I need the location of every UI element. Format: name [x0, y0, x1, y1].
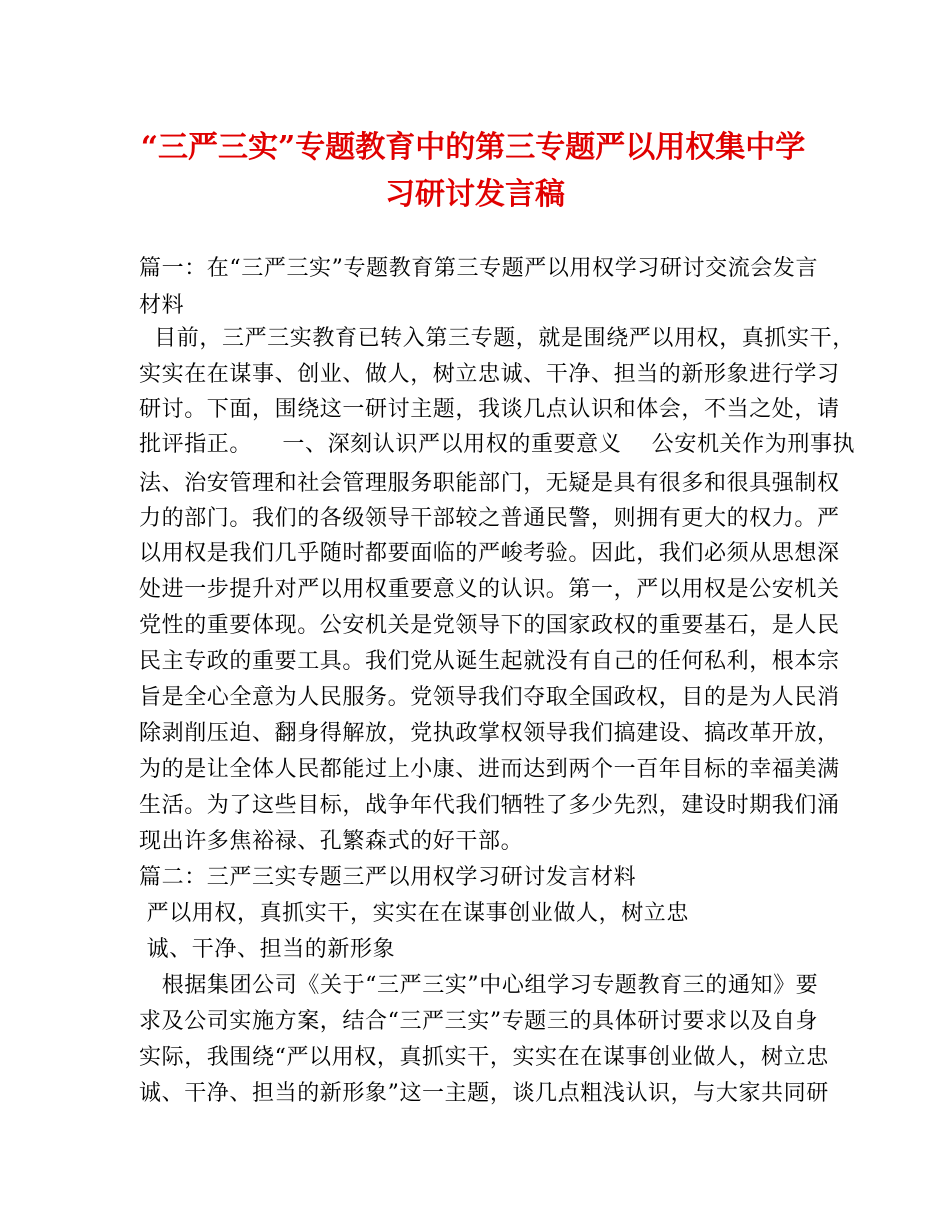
body-line: 研讨。下面，围绕这一研讨主题，我谈几点认识和体会，不当之处，请: [139, 397, 840, 422]
body-line: 求及公司实施方案，结合“三严三实”专题三的具体研讨要求以及自身: [139, 1009, 819, 1034]
body-line: 旨是全心全意为人民服务。党领导我们夺取全国政权，目的是为人民消: [139, 685, 840, 710]
body-line: 法、治安管理和社会管理服务职能部门，无疑是具有很多和很具强制权: [139, 471, 840, 496]
body-line: 材料: [139, 293, 185, 318]
body-line: 严以用权，真抓实干，实实在在谋事创业做人，树立忠: [139, 901, 689, 926]
body-line: 以用权是我们几乎随时都要面临的严峻考验。因此，我们必须从思想深: [139, 541, 840, 566]
document-title-line-2: 习研讨发言稿: [385, 177, 565, 212]
body-line: 根据集团公司《关于“三严三实”中心组学习专题教育三的通知》要: [139, 973, 819, 998]
body-line: 民主专政的重要工具。我们党从诞生起就没有自己的任何私利，根本宗: [139, 649, 840, 674]
body-line: 党性的重要体现。公安机关是党领导下的国家政权的重要基石，是人民: [139, 613, 840, 638]
body-line: 批评指正。 一、深刻认识严以用权的重要意义 公安机关作为刑事执: [139, 432, 856, 457]
body-line: 目前，三严三实教育已转入第三专题，就是围绕严以用权，真抓实干，: [139, 326, 855, 351]
body-line: 除剥削压迫、翻身得解放，党执政掌权领导我们搞建设、搞改革开放，: [139, 721, 840, 746]
body-line: 实际，我围绕“严以用权，真抓实干，实实在在谋事创业做人，树立忠: [139, 1045, 829, 1070]
body-line: 现出许多焦裕禄、孔繁森式的好干部。: [139, 829, 524, 854]
body-line: 诚、干净、担当的新形象”这一主题，谈几点粗浅认识，与大家共同研: [139, 1081, 829, 1106]
body-line: 实实在在谋事、创业、做人，树立忠诚、干净、担当的新形象进行学习: [139, 362, 840, 387]
body-line: 为的是让全体人民都能过上小康、进而达到两个一百年目标的幸福美满: [139, 757, 840, 782]
body-line: 力的部门。我们的各级领导干部较之普通民警，则拥有更大的权力。严: [139, 506, 840, 531]
body-line: 生活。为了这些目标，战争年代我们牺牲了多少先烈，建设时期我们涌: [139, 793, 840, 818]
body-line: 处进一步提升对严以用权重要意义的认识。第一，严以用权是公安机关: [139, 577, 840, 602]
body-line: 诚、干净、担当的新形象: [139, 937, 396, 962]
body-line: 篇二：三严三实专题三严以用权学习研讨发言材料: [139, 865, 637, 890]
body-line: 篇一：在“三严三实”专题教育第三专题严以用权学习研讨交流会发言: [139, 256, 819, 281]
document-title-line-1: “三严三实”专题教育中的第三专题严以用权集中学: [140, 130, 806, 165]
